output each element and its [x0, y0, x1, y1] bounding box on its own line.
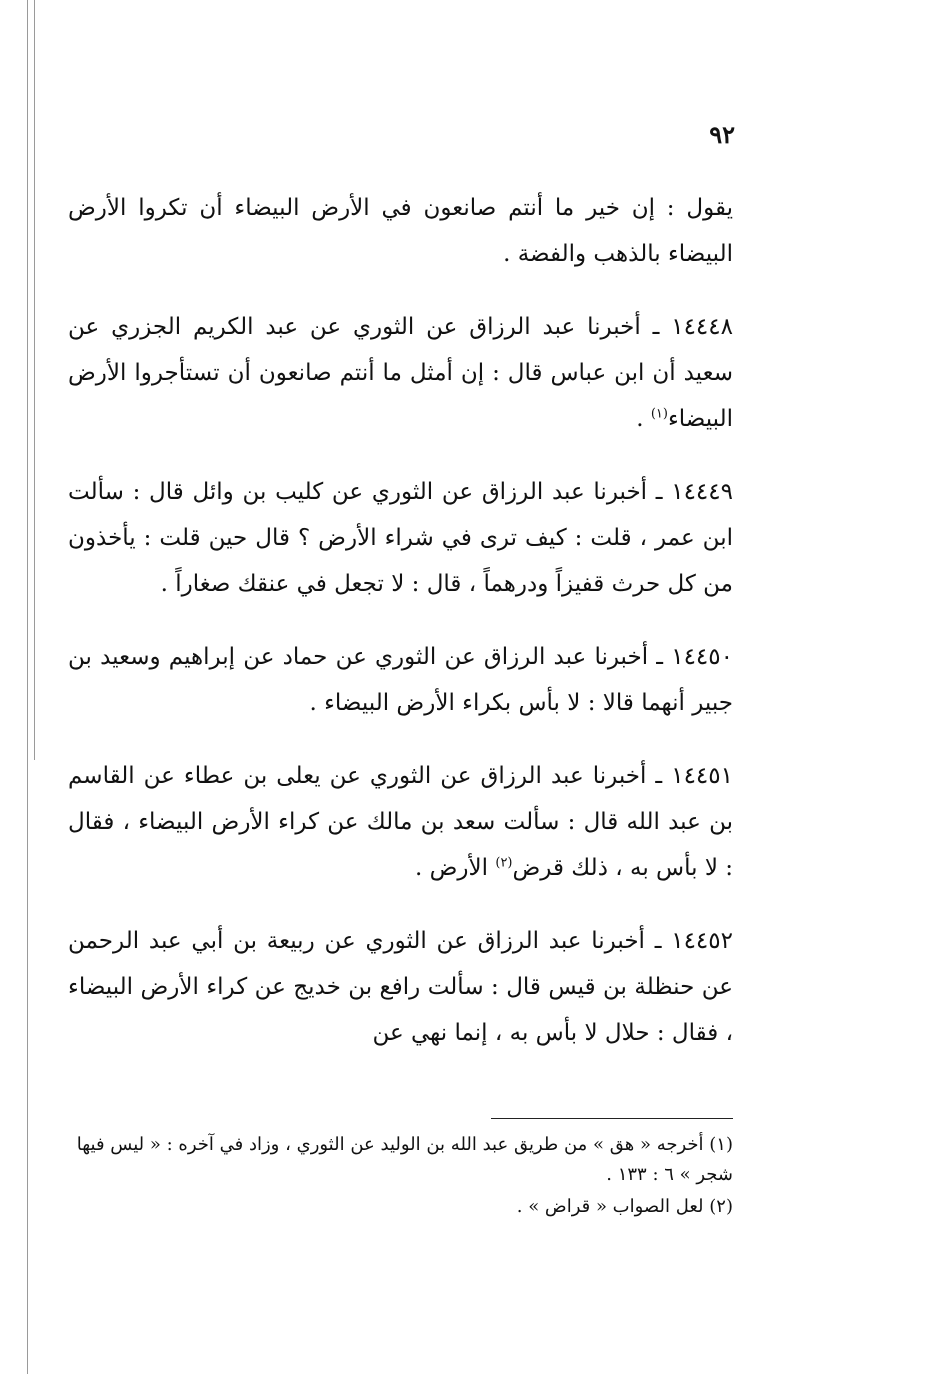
- footnote-divider: [491, 1118, 733, 1119]
- paragraph-14450: ١٤٤٥٠ ـ أخبرنا عبد الرزاق عن الثوري عن حماد عن إبراهيم وسعيد بن جبير أنهما قالا : لا بأس بكراء الأرض البيضاء .: [68, 644, 733, 716]
- binding-line-inner: [34, 0, 35, 760]
- footnote-ref-1: (١): [650, 406, 668, 422]
- paragraph-text-end: الأرض .: [415, 855, 496, 881]
- paragraph-14449: ١٤٤٤٩ ـ أخبرنا عبد الرزاق عن الثوري عن كليب بن وائل قال : سألت ابن عمر ، قلت : كيف ترى في شراء الأرض ؟ قال حين قلت : يأخذون من كل حرث قفيزاً ودرهماً ، قال : لا تجعل في عنقك صغاراً .: [68, 479, 733, 597]
- paragraph-text: ١٤٤٥١ ـ أخبرنا عبد الرزاق عن الثوري عن يعلى بن عطاء عن القاسم بن عبد الله قال : سألت سعد بن مالك عن كراء الأرض البيضاء ، فقال : لا بأس به ، ذلك قرض: [68, 763, 733, 881]
- paragraph-14452: ١٤٤٥٢ ـ أخبرنا عبد الرزاق عن الثوري عن ربيعة بن أبي عبد الرحمن عن حنظلة بن قيس قال : سألت رافع بن خديج عن كراء الأرض البيضاء ، فقال : حلال لا بأس به ، إنما نهي عن: [68, 928, 733, 1046]
- paragraph-text-end: .: [636, 406, 651, 432]
- footnote-2: (٢) لعل الصواب « قراض » .: [516, 1196, 733, 1217]
- paragraph-14448: [68, 304, 733, 442]
- main-text: [68, 185, 733, 1083]
- paragraph-intro: يقول : إن خير ما أنتم صانعون في الأرض البيضاء أن تكروا الأرض البيضاء بالذهب والفضة .: [68, 195, 733, 267]
- paragraph-14451: [68, 753, 733, 891]
- binding-line-outer: [27, 0, 28, 1374]
- footnotes: [68, 1130, 733, 1224]
- footnote-1: (١) أخرجه « هق » من طريق عبد الله بن الوليد عن الثوري ، وزاد في آخره : « ليس فيها شجر » ٦ : ١٣٣ .: [76, 1134, 733, 1185]
- page-number: ٩٢: [709, 120, 735, 149]
- footnote-ref-2: (٢): [495, 855, 513, 871]
- paragraph-text: ١٤٤٤٨ ـ أخبرنا عبد الرزاق عن الثوري عن عبد الكريم الجزري عن سعيد أن ابن عباس قال : إن أمثل ما أنتم صانعون أن تستأجروا الأرض البيضاء: [68, 314, 733, 432]
